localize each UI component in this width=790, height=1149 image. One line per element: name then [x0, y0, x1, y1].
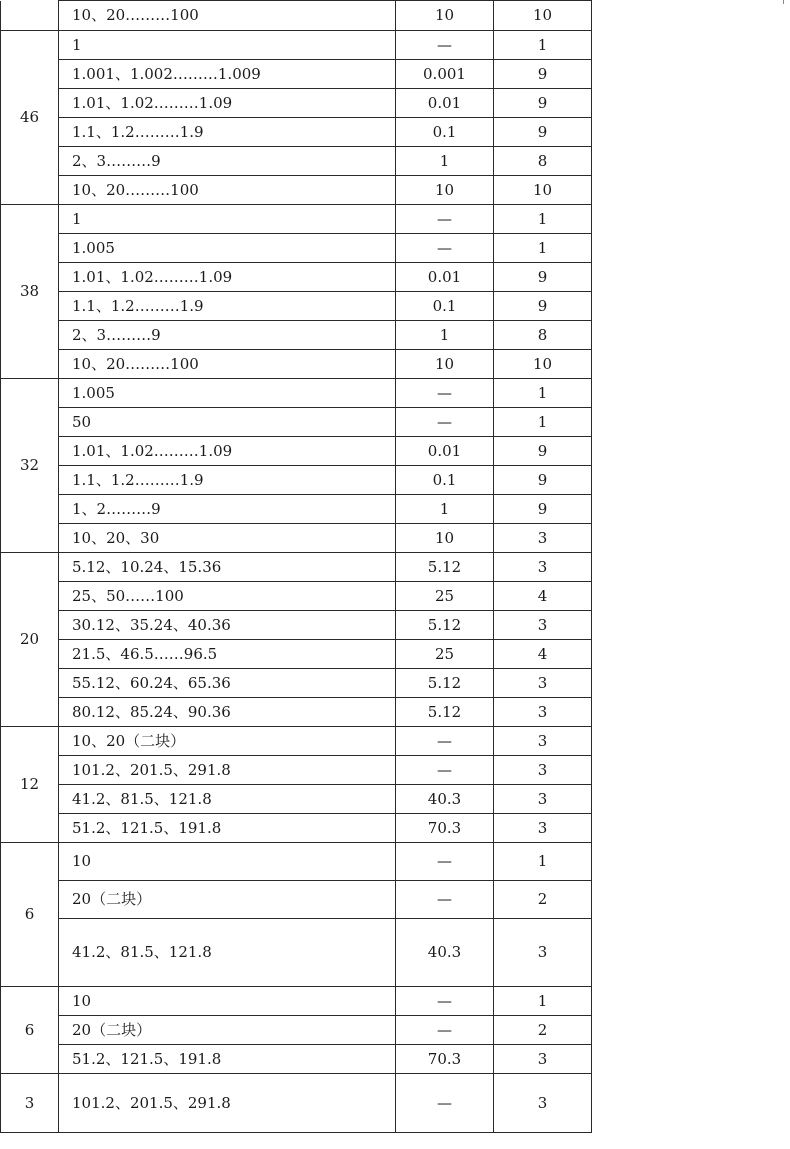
step-cell: —: [396, 756, 494, 785]
count-cell: 10: [494, 350, 592, 379]
count-cell: 10: [494, 1, 592, 31]
table-body: [1, 1, 592, 1133]
count-cell: 4: [494, 582, 592, 611]
values-cell: 10、20………100: [59, 350, 396, 379]
values-cell: 1、2………9: [59, 495, 396, 524]
step-cell: 0.001: [396, 60, 494, 89]
table-row: [1, 553, 592, 582]
count-cell: 8: [494, 321, 592, 350]
count-cell: 3: [494, 524, 592, 553]
table-row: [1, 234, 592, 263]
table-row: [1, 1045, 592, 1074]
step-cell: 0.1: [396, 292, 494, 321]
values-cell: 20（二块）: [59, 1016, 396, 1045]
values-cell: 41.2、81.5、121.8: [59, 785, 396, 814]
table-row: [1, 640, 592, 669]
values-cell: 1.1、1.2………1.9: [59, 466, 396, 495]
values-cell: 1.001、1.002………1.009: [59, 60, 396, 89]
step-cell: —: [396, 408, 494, 437]
count-cell: 3: [494, 814, 592, 843]
count-cell: 3: [494, 727, 592, 756]
step-cell: —: [396, 987, 494, 1016]
values-cell: 2、3………9: [59, 321, 396, 350]
values-cell: 101.2、201.5、291.8: [59, 1074, 396, 1133]
count-cell: 9: [494, 495, 592, 524]
count-cell: 9: [494, 89, 592, 118]
count-cell: 9: [494, 60, 592, 89]
table-row: [1, 1, 592, 31]
table-row: [1, 524, 592, 553]
group-label-cell: 3: [1, 1074, 59, 1133]
values-cell: 1.1、1.2………1.9: [59, 118, 396, 147]
count-cell: 4: [494, 640, 592, 669]
count-cell: 3: [494, 669, 592, 698]
group-label-cell: 20: [1, 553, 59, 727]
step-cell: 0.1: [396, 118, 494, 147]
table-row: [1, 1074, 592, 1133]
count-cell: 8: [494, 147, 592, 176]
table-row: [1, 437, 592, 466]
values-cell: 10、20、30: [59, 524, 396, 553]
values-cell: 1.1、1.2………1.9: [59, 292, 396, 321]
values-cell: 2、3………9: [59, 147, 396, 176]
count-cell: 9: [494, 263, 592, 292]
step-cell: 0.01: [396, 437, 494, 466]
values-cell: 1: [59, 205, 396, 234]
table-row: [1, 292, 592, 321]
values-cell: 1.005: [59, 234, 396, 263]
table-row: [1, 60, 592, 89]
step-cell: 25: [396, 582, 494, 611]
values-cell: 51.2、121.5、191.8: [59, 1045, 396, 1074]
step-cell: 10: [396, 524, 494, 553]
group-label-cell: [1, 1, 59, 31]
table-row: [1, 1016, 592, 1045]
step-cell: —: [396, 205, 494, 234]
count-cell: 10: [494, 176, 592, 205]
count-cell: 1: [494, 987, 592, 1016]
step-cell: 5.12: [396, 669, 494, 698]
count-cell: 1: [494, 31, 592, 60]
values-cell: 25、50……100: [59, 582, 396, 611]
step-cell: —: [396, 843, 494, 881]
step-cell: —: [396, 1016, 494, 1045]
step-cell: —: [396, 31, 494, 60]
values-cell: 41.2、81.5、121.8: [59, 919, 396, 987]
table-row: [1, 321, 592, 350]
values-cell: 1.01、1.02………1.09: [59, 89, 396, 118]
table-row: [1, 881, 592, 919]
count-cell: 1: [494, 408, 592, 437]
table-row: [1, 31, 592, 60]
values-cell: 10、20（二块）: [59, 727, 396, 756]
count-cell: 1: [494, 234, 592, 263]
count-cell: 1: [494, 379, 592, 408]
step-cell: 70.3: [396, 1045, 494, 1074]
values-cell: 55.12、60.24、65.36: [59, 669, 396, 698]
table-row: [1, 263, 592, 292]
step-cell: 1: [396, 147, 494, 176]
count-cell: 9: [494, 466, 592, 495]
step-cell: —: [396, 234, 494, 263]
group-label-cell: 46: [1, 31, 59, 205]
step-cell: 5.12: [396, 698, 494, 727]
table-row: [1, 756, 592, 785]
values-cell: 10、20………100: [59, 1, 396, 31]
table-row: [1, 698, 592, 727]
count-cell: 3: [494, 611, 592, 640]
step-cell: —: [396, 379, 494, 408]
page-edge-mark: [783, 0, 784, 4]
count-cell: 9: [494, 437, 592, 466]
table-row: [1, 611, 592, 640]
count-cell: 3: [494, 785, 592, 814]
values-cell: 80.12、85.24、90.36: [59, 698, 396, 727]
table-row: [1, 379, 592, 408]
count-cell: 9: [494, 118, 592, 147]
table-row: [1, 466, 592, 495]
table-row: [1, 89, 592, 118]
values-cell: 101.2、201.5、291.8: [59, 756, 396, 785]
count-cell: 1: [494, 205, 592, 234]
count-cell: 3: [494, 698, 592, 727]
count-cell: 3: [494, 553, 592, 582]
table-row: [1, 408, 592, 437]
step-cell: 10: [396, 350, 494, 379]
table-row: [1, 350, 592, 379]
group-label-cell: 32: [1, 379, 59, 553]
table-row: [1, 147, 592, 176]
step-cell: 70.3: [396, 814, 494, 843]
count-cell: 9: [494, 292, 592, 321]
step-cell: 0.1: [396, 466, 494, 495]
values-cell: 30.12、35.24、40.36: [59, 611, 396, 640]
group-label-cell: 12: [1, 727, 59, 843]
step-cell: 10: [396, 1, 494, 31]
values-cell: 5.12、10.24、15.36: [59, 553, 396, 582]
step-cell: 0.01: [396, 89, 494, 118]
step-cell: 1: [396, 495, 494, 524]
table-row: [1, 987, 592, 1016]
step-cell: 40.3: [396, 919, 494, 987]
table-row: [1, 495, 592, 524]
count-cell: 2: [494, 1016, 592, 1045]
count-cell: 2: [494, 881, 592, 919]
count-cell: 3: [494, 756, 592, 785]
step-cell: —: [396, 727, 494, 756]
values-cell: 1.01、1.02………1.09: [59, 437, 396, 466]
step-cell: 1: [396, 321, 494, 350]
table-row: [1, 843, 592, 881]
step-cell: —: [396, 1074, 494, 1133]
values-cell: 1.01、1.02………1.09: [59, 263, 396, 292]
values-cell: 1: [59, 31, 396, 60]
values-cell: 10: [59, 987, 396, 1016]
table-row: [1, 919, 592, 987]
step-cell: 10: [396, 176, 494, 205]
group-label-cell: 6: [1, 987, 59, 1074]
group-label-cell: 38: [1, 205, 59, 379]
values-cell: 50: [59, 408, 396, 437]
table-row: [1, 176, 592, 205]
step-cell: 25: [396, 640, 494, 669]
step-cell: —: [396, 881, 494, 919]
step-cell: 40.3: [396, 785, 494, 814]
count-cell: 3: [494, 919, 592, 987]
table-row: [1, 205, 592, 234]
step-cell: 0.01: [396, 263, 494, 292]
values-cell: 1.005: [59, 379, 396, 408]
table-row: [1, 582, 592, 611]
values-cell: 10、20………100: [59, 176, 396, 205]
step-cell: 5.12: [396, 611, 494, 640]
values-cell: 10: [59, 843, 396, 881]
table-row: [1, 118, 592, 147]
step-cell: 5.12: [396, 553, 494, 582]
values-cell: 51.2、121.5、191.8: [59, 814, 396, 843]
table-row: [1, 727, 592, 756]
table-row: [1, 814, 592, 843]
table-row: [1, 669, 592, 698]
count-cell: 3: [494, 1074, 592, 1133]
group-label-cell: 6: [1, 843, 59, 987]
table-row: [1, 785, 592, 814]
count-cell: 1: [494, 843, 592, 881]
values-cell: 20（二块）: [59, 881, 396, 919]
values-cell: 21.5、46.5……96.5: [59, 640, 396, 669]
count-cell: 3: [494, 1045, 592, 1074]
